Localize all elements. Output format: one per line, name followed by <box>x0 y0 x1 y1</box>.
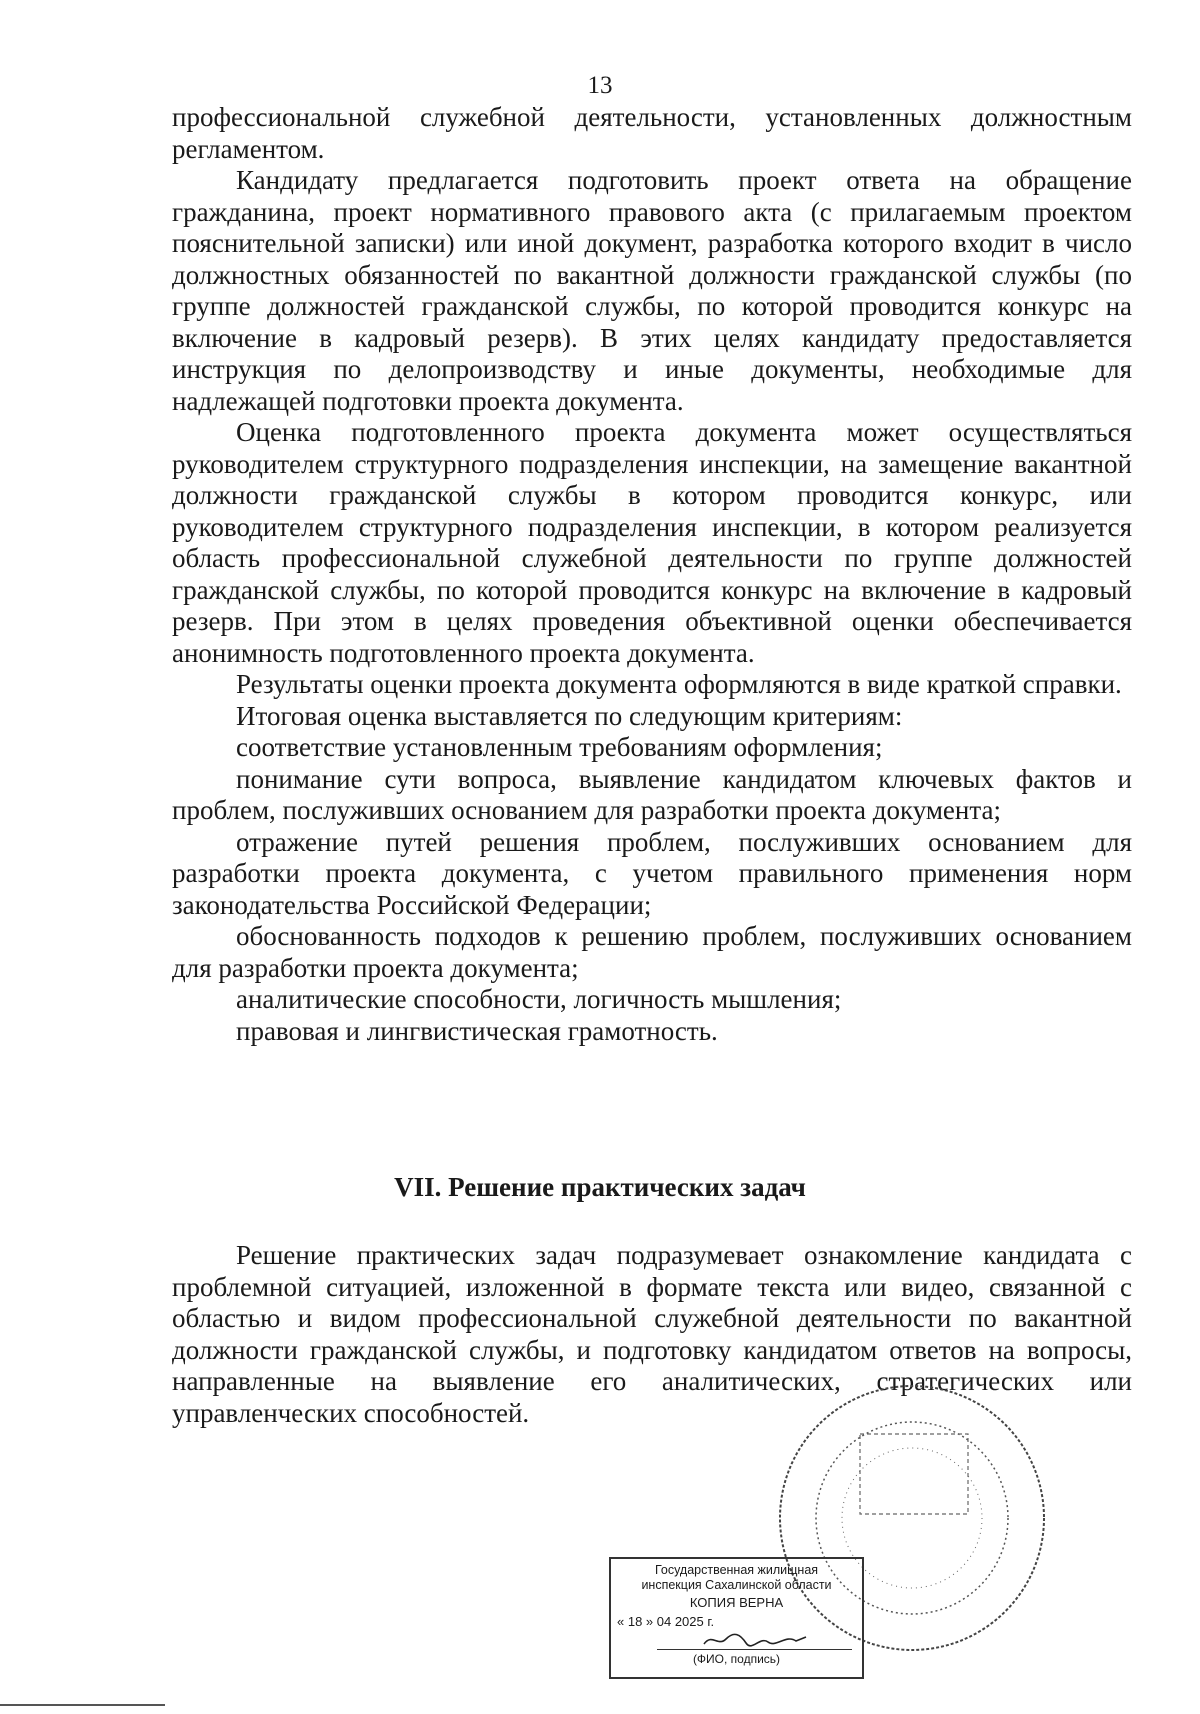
paragraph: Результаты оценки проекта документа оформляются в виде краткой справки. <box>236 669 1122 699</box>
stamp-copy-label: КОПИЯ ВЕРНА <box>689 1595 784 1610</box>
criterion-item: понимание сути вопроса, выявление кандидатом ключевых фактов и проблем, послуживших основанием для разработки проекта документа; <box>172 763 1132 825</box>
stamp-date: « 18 » 04 2025 г. <box>617 1614 715 1629</box>
paragraph: профессиональной служебной деятельности, установленных должностным регламентом. <box>172 102 1132 164</box>
stamp-fio-label: (ФИО, подпись) <box>692 1652 781 1666</box>
stamp-org-line: Государственная жилищная <box>654 1563 819 1577</box>
handwritten-signature-icon <box>700 1631 810 1649</box>
criterion-item: отражение путей решения проблем, послуживших основанием для разработки проекта документа, с учетом правильного применения норм законодательства Российской Федерации; <box>172 826 1132 920</box>
body-text <box>172 102 1132 1047</box>
paragraph: Итоговая оценка выставляется по следующим критериям: <box>236 700 903 731</box>
page-number: 13 <box>587 72 613 99</box>
stamp-org-line: инспекция Сахалинской области <box>641 1578 832 1592</box>
section-heading: VII. Решение практических задач <box>394 1172 806 1202</box>
criterion-item: аналитические способности, логичность мышления; <box>236 984 842 1014</box>
paragraph: Решение практических задач подразумевает ознакомление кандидата с проблемной ситуацией, изложенной в формате текста или видео, связанной с областью и видом профессиональной служебной деятельности по вакантной должности гражданской службы, и подготовку кандидатом ответов на вопросы, направленные на выявление его аналитических, стратегических или управленческих способностей. <box>172 1240 1132 1428</box>
certification-stamp <box>609 1557 864 1679</box>
criterion-item: соответствие установленным требованиям оформления; <box>236 732 883 762</box>
paragraph: Оценка подготовленного проекта документа может осуществляться руководителем структурного подразделения инспекции, на замещение вакантной должности гражданской службы в котором проводится конкурс, или руководителем структурного подразделения инспекции, в котором реализуется область профессиональной служебной деятельности по группе должностей гражданской службы, по которой проводится конкурс на включение в кадровый резерв. При этом в целях проведения объективной оценки обеспечивается анонимность подготовленного проекта документа. <box>172 417 1132 668</box>
criterion-item: правовая и лингвистическая грамотность. <box>236 1015 718 1046</box>
paragraph: Кандидату предлагается подготовить проект ответа на обращение гражданина, проект нормативного правового акта (с прилагаемым проектом пояснительной записки) или иной документ, разработка которого входит в число должностных обязанностей по вакантной должности гражданской службы (по группе должностей гражданской службы, по которой проводится конкурс на включение в кадровый резерв). В этих целях кандидату предоставляется инструкция по делопроизводству и иные документы, необходимые для надлежащей подготовки проекта документа. <box>172 165 1132 416</box>
criterion-item: обоснованность подходов к решению проблем, послуживших основанием для разработки проекта документа; <box>172 921 1132 983</box>
stamp-signature <box>657 1631 852 1650</box>
scan-edge-line <box>0 1704 165 1706</box>
